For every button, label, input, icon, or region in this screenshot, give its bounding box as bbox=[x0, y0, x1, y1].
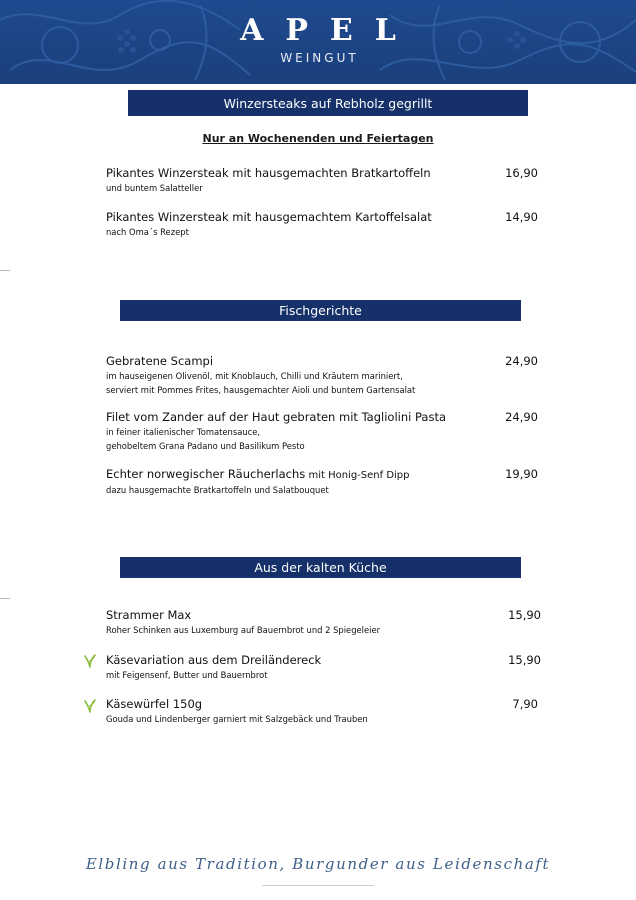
item-name: Käsewürfel 150g bbox=[106, 697, 203, 711]
item-name bbox=[106, 467, 538, 483]
item-price: 15,90 bbox=[508, 608, 541, 622]
menu-item bbox=[106, 210, 538, 239]
menu-item bbox=[106, 608, 538, 637]
item-name: Pikantes Winzersteak mit hausgemachtem Kartoffelsalat bbox=[106, 210, 432, 224]
menu-item bbox=[106, 410, 538, 453]
item-name: Gebratene Scampi bbox=[106, 354, 214, 368]
section-title-label: Fischgerichte bbox=[279, 303, 362, 318]
item-price: 14,90 bbox=[505, 210, 538, 224]
item-price: 24,90 bbox=[505, 354, 538, 368]
weekend-notice: Nur an Wochenenden und Feiertagen bbox=[202, 132, 434, 145]
item-price: 19,90 bbox=[505, 467, 538, 481]
footer-slogan: Elbling aus Tradition, Burgunder aus Leidenschaft bbox=[85, 855, 551, 873]
item-price: 16,90 bbox=[505, 166, 538, 180]
vegetarian-leaf-icon bbox=[84, 699, 96, 713]
item-description: nach Oma´s Rezept bbox=[106, 227, 189, 237]
item-description: gehobeltem Grana Padano und Basilikum Pesto bbox=[106, 441, 305, 451]
item-name-suffix: mit Honig-Senf Dipp bbox=[305, 470, 410, 481]
section-title-label: Winzersteaks auf Rebholz gegrillt bbox=[223, 95, 433, 111]
fold-mark bbox=[0, 270, 10, 271]
section-title-label: Aus der kalten Küche bbox=[254, 560, 387, 575]
item-price: 15,90 bbox=[508, 653, 541, 667]
item-description: in feiner italienischer Tomatensauce, bbox=[106, 427, 261, 437]
item-description: dazu hausgemachte Bratkartoffeln und Salatbouquet bbox=[106, 485, 329, 495]
item-price: 24,90 bbox=[505, 410, 538, 424]
brand-subtitle: WEINGUT bbox=[280, 51, 359, 65]
item-description: und buntem Salatteller bbox=[106, 183, 203, 193]
item-description: Roher Schinken aus Luxemburg auf Bauernbrot und 2 Spiegeleier bbox=[106, 625, 381, 635]
item-description: im hauseigenen Olivenöl, mit Knoblauch, Chilli und Kräutern mariniert, bbox=[106, 371, 403, 381]
item-description: mit Feigensenf, Butter und Bauernbrot bbox=[106, 670, 268, 680]
footer-divider bbox=[262, 885, 374, 886]
menu-item bbox=[106, 653, 538, 682]
menu-item bbox=[106, 697, 538, 726]
section-title-winzersteaks bbox=[128, 90, 528, 116]
vegetarian-leaf-icon bbox=[84, 654, 96, 668]
item-name-main: Echter norwegischer Räucherlachs bbox=[106, 467, 306, 481]
item-description: Gouda und Lindenberger garniert mit Salzgebäck und Trauben bbox=[106, 714, 368, 724]
item-name: Filet vom Zander auf der Haut gebraten mit Tagliolini Pasta bbox=[106, 410, 447, 424]
item-price: 7,90 bbox=[512, 697, 538, 711]
section-title-fischgerichte bbox=[120, 300, 521, 321]
header-banner bbox=[0, 0, 636, 84]
fold-mark bbox=[0, 598, 10, 599]
menu-item bbox=[106, 354, 538, 397]
menu-item bbox=[106, 166, 538, 195]
item-name: Pikantes Winzersteak mit hausgemachten Bratkartoffeln bbox=[106, 166, 431, 180]
brand-logo: APEL bbox=[240, 13, 418, 48]
item-description: serviert mit Pommes Frites, hausgemachter Aioli und buntem Gartensalat bbox=[106, 385, 416, 395]
menu-item bbox=[106, 467, 538, 497]
item-name: Strammer Max bbox=[106, 608, 192, 622]
item-name: Käsevariation aus dem Dreiländereck bbox=[106, 653, 322, 667]
section-title-kalte-kueche bbox=[120, 557, 521, 578]
